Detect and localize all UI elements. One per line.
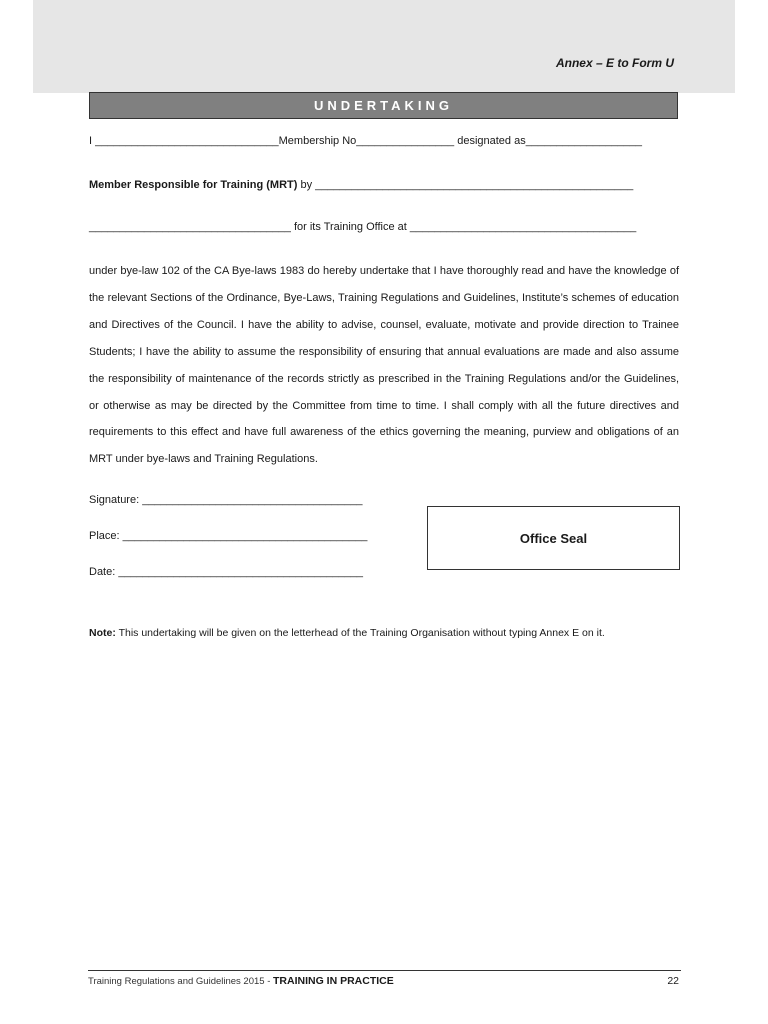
note-text: This undertaking will be given on the letterhead of the Training Organisation without typing Annex E on it.	[115, 627, 605, 639]
footer-title	[88, 975, 394, 987]
footer-section: TRAINING IN PRACTICE	[273, 975, 394, 987]
note-label: Note:	[89, 627, 116, 639]
mrt-label: Member Responsible for Training (MRT)	[89, 179, 298, 191]
membership-line: I ______________________________Membership No________________ designated as___________________	[89, 135, 642, 147]
office-seal-label: Office Seal	[519, 530, 588, 546]
footer-divider	[88, 970, 681, 971]
undertaking-body: under bye-law 102 of the CA Bye-laws 1983 do hereby undertake that I have thoroughly read and have the knowledge of the relevant Sections of the Ordinance, Bye-Laws, Training Regulations and Guidelines, Institute’s schemes of education and Directives of the Council. I have the ability to advise, counsel, evaluate, motivate and provide direction to Trainee Students; I have the ability to assume the responsibility of ensuring that annual evaluations are made and also assume the responsibility of maintenance of the records strictly as prescribed in the Training Regulations and/or the Guidelines, or otherwise as may be directed by the Committee from time to time. I shall comply with all the future directives and requirements to this effect and have full awareness of the ethics governing the meaning, purview and obligations of an MRT under bye-laws and Training Regulations.	[89, 265, 679, 466]
place-field: Place: ________________________________________	[89, 530, 368, 542]
office-seal-box	[427, 506, 680, 570]
annex-label: Annex – E to Form U	[555, 56, 674, 70]
signature-field: Signature: ____________________________________	[89, 494, 363, 506]
mrt-blank: by ____________________________________________________	[297, 179, 634, 191]
document-title: UNDERTAKING	[89, 92, 678, 119]
mrt-line	[89, 179, 633, 191]
note	[89, 627, 605, 639]
footer-doc-name: Training Regulations and Guidelines 2015 -	[88, 976, 274, 987]
date-field: Date: ________________________________________	[89, 566, 364, 578]
header-band	[33, 0, 735, 93]
training-office-line: _________________________________ for its Training Office at _____________________________________	[89, 221, 637, 233]
page-number: 22	[667, 975, 679, 987]
